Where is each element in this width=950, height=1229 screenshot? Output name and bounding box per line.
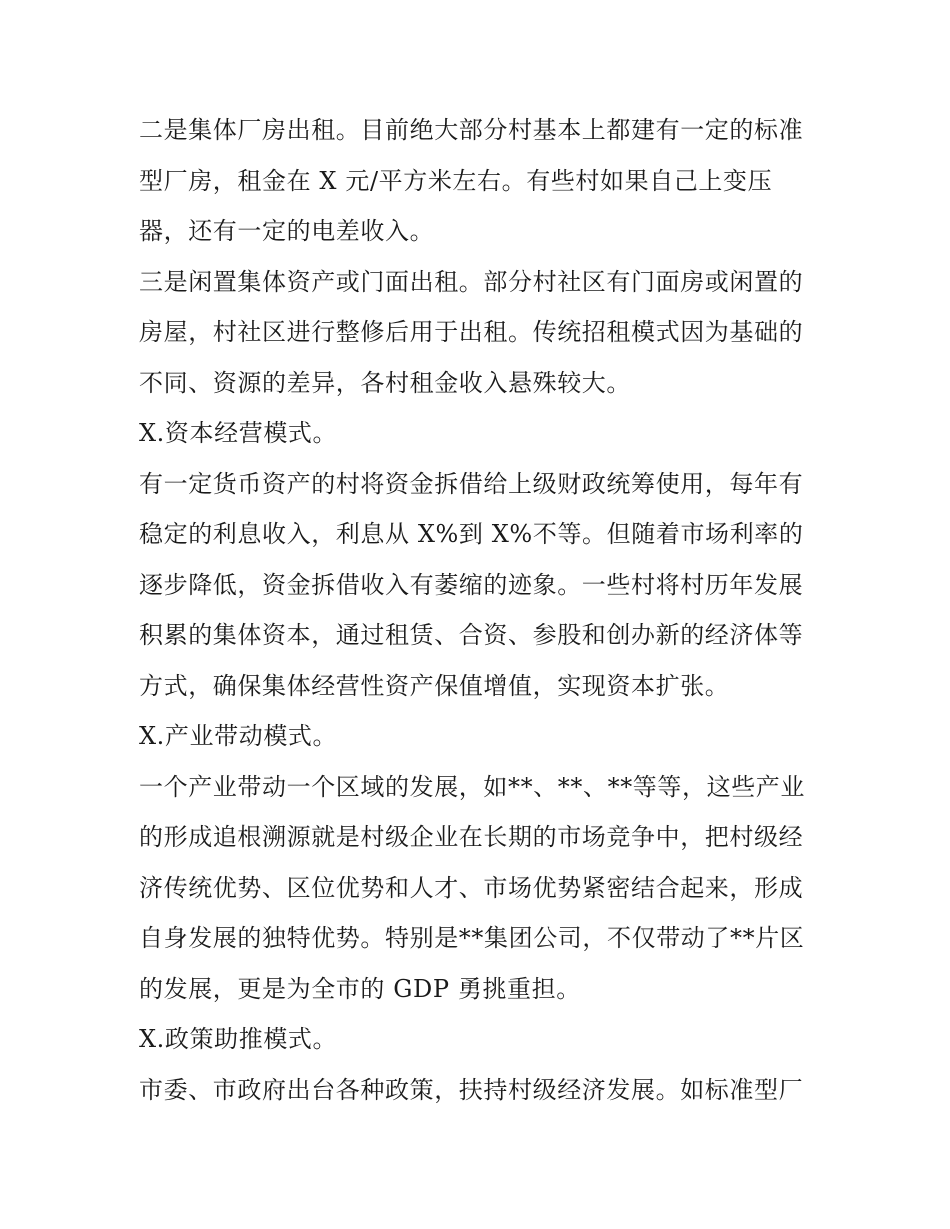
text-line: 积累的集体资本，通过租赁、合资、参股和创办新的经济体等 <box>139 621 804 649</box>
text-line: 的形成追根溯源就是村级企业在长期的市场竞争中，把村级经 <box>139 823 804 851</box>
section-heading: X.政策助推模式。 <box>139 1025 338 1053</box>
text-line: 有一定货币资产的村将资金拆借给上级财政统筹使用，每年有 <box>139 470 804 498</box>
text-line: 逐步降低，资金拆借收入有萎缩的迹象。一些村将村历年发展 <box>139 571 804 599</box>
text-line: 房屋，村社区进行整修后用于出租。传统招租模式因为基础的 <box>139 318 804 346</box>
text-line: 济传统优势、区位优势和人才、市场优势紧密结合起来，形成 <box>139 874 804 902</box>
section-heading: X.资本经营模式。 <box>139 419 338 447</box>
text-line: 不同、资源的差异，各村租金收入悬殊较大。 <box>139 369 631 397</box>
text-line: 自身发展的独特优势。特别是**集团公司，不仅带动了**片区 <box>139 924 805 952</box>
text-line: 市委、市政府出台各种政策，扶持村级经济发展。如标准型厂 <box>139 1076 804 1104</box>
text-line: 二是集体厂房出租。目前绝大部分村基本上都建有一定的标准 <box>139 116 804 144</box>
text-line: 一个产业带动一个区域的发展，如**、**、**等等，这些产业 <box>139 773 805 801</box>
text-line: 方式，确保集体经营性资产保值增值，实现资本扩张。 <box>139 672 730 700</box>
text-line: 稳定的利息收入，利息从 X%到 X%不等。但随着市场利率的 <box>139 520 804 548</box>
text-line: 器，还有一定的电差收入。 <box>139 217 435 245</box>
text-line: 的发展，更是为全市的 GDP 勇挑重担。 <box>139 975 581 1003</box>
text-line: 三是闲置集体资产或门面出租。部分村社区有门面房或闲置的 <box>139 268 804 296</box>
section-heading: X.产业带动模式。 <box>139 722 338 750</box>
text-line: 型厂房，租金在 X 元/平方米左右。有些村如果自己上变压 <box>139 167 773 195</box>
